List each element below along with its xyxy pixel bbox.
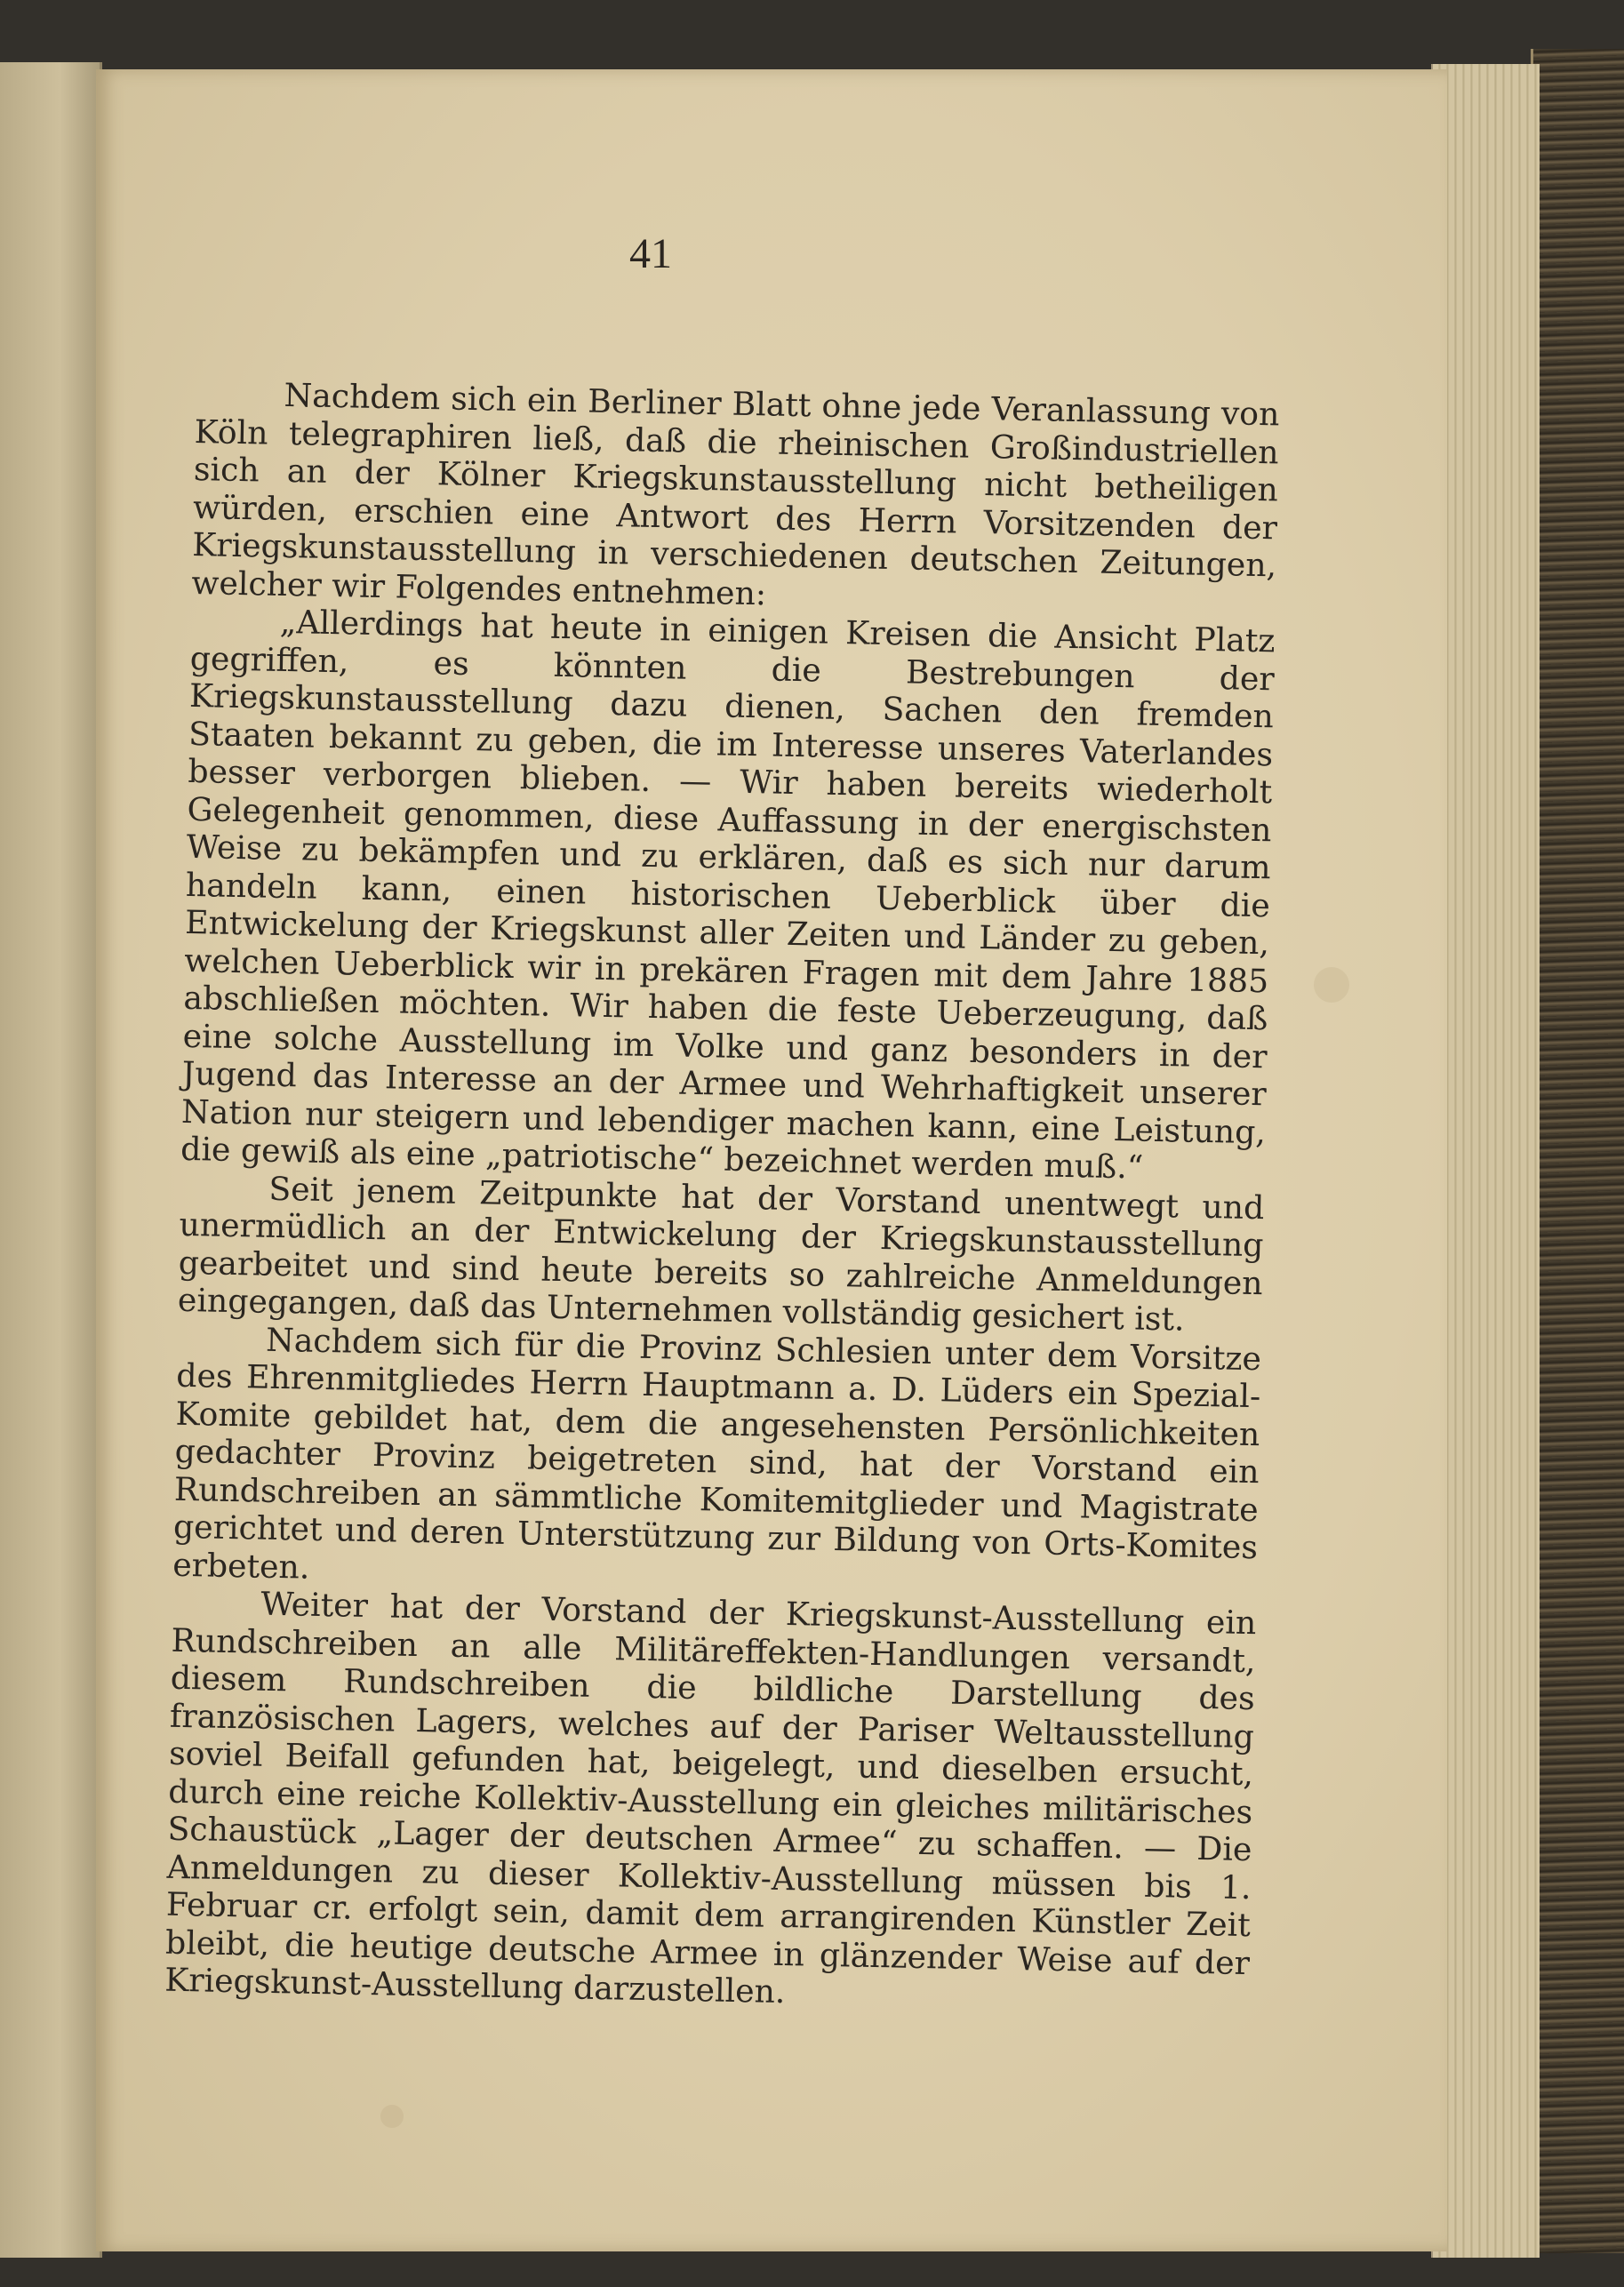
- book-cover-edge: [1531, 49, 1624, 2253]
- paragraph-4: Nachdem sich für die Provinz Schlesien unter dem Vorsitze des Ehrenmitgliedes Herrn Hauptmann a. D. Lüders ein Spezial-Komite gebildet hat, dem die angesehensten Persönlichkeiten gedachter Provinz beigetreten sind, hat der Vorstand ein Rundschreiben an sämmtliche Komitemitglieder und Magistrate gerichtet und deren Unterstützung zur Bildung von Orts-Komites erbeten.: [172, 1320, 1262, 1587]
- paragraph-1: Nachdem sich ein Berliner Blatt ohne jede Veranlassung von Köln telegraphiren ließ, daß die rheinischen Großindustriellen sich an der Kölner Kriegskunstausstellung nicht betheiligen würden, erschien eine Antwort des Herrn Vorsitzenden der Kriegskunstausstellung in verschiedenen deutschen Zeitungen, welcher wir Folgendes entnehmen:: [191, 375, 1280, 612]
- paragraph-3: Seit jenem Zeitpunkte hat der Vorstand unentwegt und unermüdlich an der Entwickelung der Kriegskunstausstellung gearbeitet und sind heute bereits so zahlreiche Anmeldungen eingegangen, daß das Unternehmen vollständig gesichert ist.: [177, 1169, 1265, 1339]
- page-text: [164, 375, 1280, 2020]
- paragraph-quote: „Allerdings hat heute in einigen Kreisen die Ansicht Platz gegriffen, es könnten die Bestrebungen der Kriegskunstausstellung dazu dienen, Sachen den fremden Staaten bekannt zu geben, die im Interesse unseres Vaterlandes besser verborgen blieben. — Wir haben bereits wiederholt Gelegenheit genommen, diese Auffassung in der energischsten Weise zu bekämpfen und zu erklären, daß es sich nur darum handeln kann, einen historischen Ueberblick über die Entwickelung der Kriegskunst aller Zeiten und Länder zu geben, welchen Ueberblick wir in prekären Fragen mit dem Jahre 1885 abschließen möchten. Wir haben die feste Ueberzeugung, daß eine solche Ausstellung im Volke und ganz besonders in der Jugend das Interesse an der Armee und Wehrhaftigkeit unserer Nation nur steigern und lebendiger machen kann, eine Leistung, die gewiß als eine „patriotische“ bezeichnet werden muß.“: [180, 602, 1276, 1187]
- paper-stain: [1314, 967, 1349, 1003]
- paragraph-5: Weiter hat der Vorstand der Kriegskunst-Ausstellung ein Rundschreiben an alle Militäreffekten-Handlungen versandt, diesem Rundschreiben die bildliche Darstellung des französischen Lagers, welches auf der Pariser Weltausstellung soviel Beifall gefunden hat, beigelegt, und dieselben ersucht, durch eine reiche Kollektiv-Ausstellung ein gleiches militärisches Schaustück „Lager der deutschen Armee“ zu schaffen. — Die Anmeldungen zu dieser Kollektiv-Ausstellung müssen bis 1. Februar cr. erfolgt sein, damit dem arrangirenden Künstler Zeit bleibt, die heutige deutsche Armee in glänzender Weise auf der Kriegskunst-Ausstellung darzustellen.: [164, 1584, 1257, 2011]
- left-page-edge: [0, 62, 102, 2258]
- page-number: 41: [629, 230, 672, 277]
- paper-stain: [380, 2105, 404, 2128]
- page-stack-edge: [1431, 64, 1540, 2258]
